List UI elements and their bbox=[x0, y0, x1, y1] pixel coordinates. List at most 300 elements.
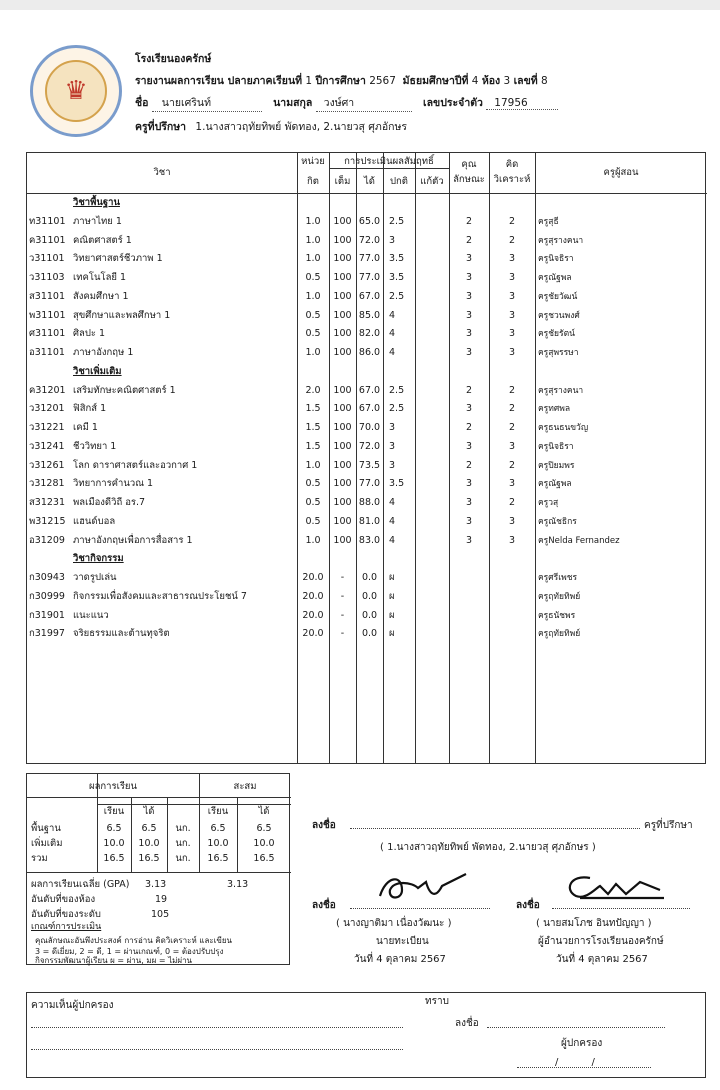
section-heading bbox=[27, 194, 707, 213]
room-label: ห้อง bbox=[481, 75, 501, 87]
top-bar bbox=[0, 0, 720, 10]
table-row bbox=[27, 438, 707, 457]
parent-sign-line[interactable] bbox=[487, 1027, 665, 1028]
cell-full: - bbox=[340, 590, 345, 602]
cell-credit: 20.0 bbox=[302, 590, 324, 602]
name-label: ชื่อ bbox=[135, 97, 149, 109]
cell-full: 100 bbox=[333, 478, 352, 490]
cell-full: 100 bbox=[333, 309, 352, 321]
summary-s1: 16.5 bbox=[103, 853, 125, 864]
table-row bbox=[27, 269, 707, 288]
cell-credit: 1.5 bbox=[305, 422, 321, 433]
cell-trait: 3 bbox=[465, 497, 473, 508]
director-sign-label: ลงชื่อ bbox=[516, 900, 540, 911]
cell-got: 81.0 bbox=[358, 515, 381, 527]
cell-got: 72.0 bbox=[358, 234, 381, 246]
cell-trait: 3 bbox=[465, 515, 473, 527]
grade: 4 bbox=[471, 75, 479, 87]
rank-room-label: อันดับที่ของห้อง bbox=[31, 894, 96, 905]
summary-studied-header: เรียน bbox=[103, 806, 125, 817]
summary-label: รวม bbox=[31, 853, 48, 864]
cell-trait: 3 bbox=[465, 309, 473, 321]
cell-full: 100 bbox=[333, 384, 352, 396]
cell-teacher: ครูปิยมพร bbox=[538, 460, 575, 471]
cell-name: คณิตศาสตร์ 1 bbox=[73, 234, 132, 246]
parent-opinion-label: ความเห็นผู้ปกครอง bbox=[31, 1000, 114, 1011]
rank-level: 105 bbox=[151, 909, 170, 920]
parent-opinion-line-1[interactable] bbox=[31, 1027, 403, 1028]
cell-teacher: ครูนิจธิรา bbox=[538, 254, 574, 265]
cell-teacher: ครูธนธนขวัญ bbox=[538, 423, 589, 433]
cell-trait: 3 bbox=[465, 347, 473, 358]
registrar-date: วันที่ 4 ตุลาคม 2567 bbox=[354, 954, 446, 965]
cell-teacher: ครูฤทัยทิพย์ bbox=[538, 591, 581, 602]
cell-full: 100 bbox=[333, 534, 352, 546]
grades-table bbox=[26, 152, 706, 764]
student-id-label: เลขประจำตัว bbox=[423, 97, 483, 109]
cell-grade: ผ bbox=[389, 628, 395, 640]
cell-think: 3 bbox=[508, 309, 516, 321]
summary-g1: 6.5 bbox=[141, 823, 157, 834]
table-row bbox=[27, 607, 707, 626]
cell-trait: 3 bbox=[465, 328, 473, 340]
cell-teacher: ครูนิจธิรา bbox=[538, 441, 574, 452]
number: 8 bbox=[541, 75, 548, 87]
cell-credit: 1.0 bbox=[305, 347, 321, 358]
cell-grade: 3 bbox=[389, 459, 396, 471]
cell-full: - bbox=[340, 609, 345, 621]
summary-cumulative-title: สะสม bbox=[233, 781, 257, 792]
cell-code: อ31209 bbox=[29, 534, 65, 546]
report-title-line bbox=[135, 72, 548, 89]
cell-teacher: ครูสุพรรษา bbox=[538, 348, 579, 358]
cell-trait: 2 bbox=[465, 422, 473, 433]
cell-trait: 2 bbox=[465, 459, 473, 471]
cell-credit: 20.0 bbox=[302, 628, 324, 640]
cell-credit: 1.0 bbox=[305, 534, 321, 546]
cell-teacher: ครูสุรางคนา bbox=[538, 385, 584, 396]
summary-unit: นก. bbox=[175, 838, 191, 849]
summary-unit: นก. bbox=[175, 853, 191, 864]
cell-name: โลก ดาราศาสตร์และอวกาศ 1 bbox=[73, 459, 198, 471]
cell-code: พ31101 bbox=[29, 309, 66, 321]
registrar-name: ( นางญาติมา เนื่องวัฒนะ ) bbox=[336, 918, 452, 929]
school-emblem-icon: ♛ bbox=[45, 60, 107, 122]
header-credit-1: หน่วย bbox=[301, 156, 325, 167]
cell-full: 100 bbox=[333, 347, 352, 358]
cell-trait: 3 bbox=[465, 290, 473, 302]
cell-code: ค31201 bbox=[29, 384, 66, 396]
table-row bbox=[27, 475, 707, 494]
cell-credit: 1.5 bbox=[305, 440, 321, 452]
cell-got: 77.0 bbox=[358, 253, 381, 265]
cell-teacher: ครูชัยรัตน์ bbox=[538, 329, 575, 340]
cell-trait: 2 bbox=[465, 234, 473, 246]
summary-g1: 10.0 bbox=[138, 838, 160, 849]
cell-think: 2 bbox=[508, 497, 516, 508]
cell-got: 67.0 bbox=[358, 403, 381, 415]
rank-level-label: อันดับที่ของระดับ bbox=[31, 909, 101, 920]
cell-grade: 2.5 bbox=[389, 215, 405, 227]
summary-unit: นก. bbox=[175, 823, 191, 834]
cell-code: ก30943 bbox=[29, 572, 65, 583]
cell-name: ชีววิทยา 1 bbox=[73, 440, 117, 452]
table-row bbox=[27, 344, 707, 363]
student-surname: วงษ์ศา bbox=[316, 94, 412, 112]
cell-grade: 4 bbox=[389, 534, 396, 546]
cell-code: ท31101 bbox=[29, 215, 66, 227]
cell-full: 100 bbox=[333, 515, 352, 527]
room: 3 bbox=[503, 75, 511, 87]
cell-code: อ31101 bbox=[29, 347, 65, 358]
header-full: เต็ม bbox=[334, 176, 351, 187]
table-row bbox=[27, 569, 707, 588]
cell-think: 3 bbox=[508, 272, 516, 283]
cell-credit: 20.0 bbox=[302, 572, 324, 583]
section-heading bbox=[27, 550, 707, 569]
cell-code: ว31261 bbox=[29, 459, 65, 471]
cell-credit: 20.0 bbox=[302, 609, 324, 621]
cell-teacher: ครูศรีเพชร bbox=[538, 573, 578, 583]
director-sign-line bbox=[552, 908, 690, 909]
table-row bbox=[27, 250, 707, 269]
cell-credit: 0.5 bbox=[305, 478, 321, 490]
cell-trait: 3 bbox=[465, 478, 473, 490]
cell-think: 3 bbox=[508, 534, 516, 546]
header-fix: แก้ตัว bbox=[420, 176, 444, 187]
cell-got: 70.0 bbox=[358, 422, 381, 433]
cell-grade: 4 bbox=[389, 497, 396, 508]
cell-credit: 0.5 bbox=[305, 497, 321, 508]
cell-name: จริยธรรมและต้านทุจริต bbox=[73, 628, 170, 640]
header-teacher: ครูผู้สอน bbox=[603, 167, 639, 178]
criteria-line-1: คุณลักษณะอันพึงประสงค์ การอ่าน คิดวิเคราะห์ และเขียน bbox=[35, 936, 233, 945]
registrar-sign-line bbox=[350, 908, 490, 909]
cell-code: ว31241 bbox=[29, 440, 65, 452]
cell-code: ว31103 bbox=[29, 272, 65, 283]
student-id: 17956 bbox=[486, 97, 558, 110]
cell-grade: 3 bbox=[389, 440, 396, 452]
cell-teacher: ครูณัฐพล bbox=[538, 479, 572, 490]
cell-think: 3 bbox=[508, 515, 516, 527]
school-name: โรงเรียนองครักษ์ bbox=[135, 53, 212, 65]
cell-teacher: ครูชัยวัฒน์ bbox=[538, 291, 578, 302]
cell-trait: 3 bbox=[465, 403, 473, 415]
cell-grade: 3.5 bbox=[389, 478, 405, 490]
cell-got: 82.0 bbox=[358, 328, 381, 340]
cell-think: 2 bbox=[508, 384, 516, 396]
cell-full: 100 bbox=[333, 422, 352, 433]
cell-code: ว31201 bbox=[29, 403, 65, 415]
summary-cum-got-header: ได้ bbox=[258, 806, 270, 817]
cell-think: 3 bbox=[508, 478, 516, 490]
cell-full: 100 bbox=[333, 290, 352, 302]
parent-date-slots: / / bbox=[555, 1057, 595, 1068]
year-label: ปีการศึกษา bbox=[315, 75, 366, 87]
section-title: วิชาพื้นฐาน bbox=[73, 197, 120, 208]
cell-grade: 3.5 bbox=[389, 253, 405, 265]
cell-grade: 2.5 bbox=[389, 403, 405, 415]
cell-teacher: ครูวสุ bbox=[538, 498, 559, 508]
summary-s2: 10.0 bbox=[207, 838, 229, 849]
registrar-signature bbox=[372, 868, 472, 908]
table-row bbox=[27, 232, 707, 251]
cell-code: ศ31101 bbox=[29, 328, 66, 340]
cell-teacher: ครูNelda Fernandez bbox=[538, 535, 620, 546]
summary-s2: 6.5 bbox=[210, 823, 226, 834]
cell-got: 73.5 bbox=[358, 459, 381, 471]
cell-think: 3 bbox=[508, 328, 516, 340]
cell-name: สุขศึกษาและพลศึกษา 1 bbox=[73, 309, 171, 321]
cell-name: ศิลปะ 1 bbox=[73, 328, 106, 340]
summary-label: เพิ่มเติม bbox=[31, 838, 63, 849]
cell-full: - bbox=[340, 572, 345, 583]
cell-code: ว31281 bbox=[29, 478, 65, 490]
cell-think: 3 bbox=[508, 347, 516, 358]
section-title: วิชาเพิ่มเติม bbox=[73, 365, 122, 377]
parent-sign-label: ลงชื่อ bbox=[455, 1018, 479, 1029]
cell-full: 100 bbox=[333, 215, 352, 227]
cell-teacher: ครูธนัชพร bbox=[538, 610, 576, 621]
header-think-1: คิด bbox=[505, 159, 519, 170]
student-name: นายเศรินท์ bbox=[152, 94, 262, 112]
header-assessment: การประเมินผลสัมฤทธิ์ bbox=[344, 156, 434, 167]
cell-think: 3 bbox=[508, 253, 516, 265]
table-row bbox=[27, 400, 707, 419]
cell-got: 0.0 bbox=[361, 609, 378, 621]
table-row bbox=[27, 532, 707, 551]
header-trait-2: ลักษณะ bbox=[453, 174, 485, 185]
registrar-sign-label: ลงชื่อ bbox=[312, 900, 336, 911]
cell-name: กิจกรรมเพื่อสังคมและสาธารณประโยชน์ 7 bbox=[73, 590, 247, 602]
criteria-title: เกณฑ์การประเมิน bbox=[31, 922, 102, 932]
parent-role: ผู้ปกครอง bbox=[561, 1038, 603, 1049]
cell-got: 83.0 bbox=[358, 534, 381, 546]
cell-think: 2 bbox=[508, 403, 516, 415]
cell-got: 88.0 bbox=[358, 497, 381, 508]
summary-g1: 16.5 bbox=[138, 853, 160, 864]
cell-code: ค31101 bbox=[29, 234, 66, 246]
cell-think: 3 bbox=[508, 290, 516, 302]
cell-trait: 2 bbox=[465, 384, 473, 396]
parent-opinion-box bbox=[26, 992, 706, 1078]
cell-teacher: ครูชวนพงศ์ bbox=[538, 310, 580, 321]
cell-credit: 1.0 bbox=[305, 290, 321, 302]
cell-name: วาดรูปเล่น bbox=[73, 572, 117, 583]
cell-name: พลเมืองดีวิถี อร.7 bbox=[73, 497, 146, 508]
cell-credit: 1.5 bbox=[305, 403, 321, 415]
cell-full: - bbox=[340, 628, 345, 640]
table-row bbox=[27, 325, 707, 344]
cell-credit: 1.0 bbox=[305, 459, 321, 471]
cell-code: ก31901 bbox=[29, 609, 65, 621]
cell-code: ก31997 bbox=[29, 628, 65, 640]
cell-name: เสริมทักษะคณิตศาสตร์ 1 bbox=[73, 384, 176, 396]
summary-table bbox=[26, 773, 290, 965]
cell-credit: 2.0 bbox=[305, 384, 321, 396]
cell-name: แฮนด์บอล bbox=[73, 515, 116, 527]
cell-teacher: ครูสุรางคนา bbox=[538, 235, 584, 246]
gpa-value: 3.13 bbox=[145, 879, 167, 890]
table-row bbox=[27, 288, 707, 307]
cell-grade: ผ bbox=[389, 590, 395, 602]
cell-think: 2 bbox=[508, 234, 516, 246]
summary-s2: 16.5 bbox=[207, 853, 229, 864]
cell-trait: 3 bbox=[465, 253, 473, 265]
cell-name: เคมี 1 bbox=[73, 422, 98, 433]
summary-g2: 16.5 bbox=[253, 853, 275, 864]
cell-got: 0.0 bbox=[361, 628, 378, 640]
summary-g2: 10.0 bbox=[253, 838, 275, 849]
school-logo bbox=[30, 45, 122, 137]
cell-full: 100 bbox=[333, 497, 352, 508]
cell-credit: 0.5 bbox=[305, 328, 321, 340]
header-think-2: วิเคราะห์ bbox=[493, 174, 531, 185]
cell-credit: 0.5 bbox=[305, 309, 321, 321]
cell-grade: 4 bbox=[389, 347, 396, 358]
cell-grade: 4 bbox=[389, 309, 396, 321]
cell-grade: 2.5 bbox=[389, 290, 405, 302]
advisor-sign-label: ลงชื่อ bbox=[312, 820, 336, 831]
parent-opinion-line-2[interactable] bbox=[31, 1049, 403, 1050]
cell-got: 77.0 bbox=[358, 272, 381, 283]
cell-trait: 3 bbox=[465, 440, 473, 452]
table-row bbox=[27, 307, 707, 326]
cell-credit: 1.0 bbox=[305, 215, 321, 227]
cell-full: 100 bbox=[333, 328, 352, 340]
cell-name: ภาษาอังกฤษ 1 bbox=[73, 347, 134, 358]
header-subject: วิชา bbox=[153, 167, 171, 178]
advisor-signer-names: ( 1.นางสาวฤทัยทิพย์ พัดทอง, 2.นายวสุ ศุภอักษร ) bbox=[380, 842, 596, 853]
cell-think: 3 bbox=[508, 440, 516, 452]
advisor-label: ครูที่ปรึกษา bbox=[135, 121, 187, 133]
advisor-role: ครูที่ปรึกษา bbox=[644, 820, 693, 831]
cell-credit: 0.5 bbox=[305, 272, 321, 283]
section-heading bbox=[27, 363, 707, 382]
cell-full: 100 bbox=[333, 403, 352, 415]
cell-grade: ผ bbox=[389, 572, 395, 583]
cell-got: 67.0 bbox=[358, 384, 381, 396]
header-trait-1: คุณ bbox=[461, 159, 477, 170]
cell-teacher: ครูสุธี bbox=[538, 216, 559, 227]
table-row bbox=[27, 494, 707, 513]
cell-code: ว31221 bbox=[29, 422, 65, 433]
cell-code: ก30999 bbox=[29, 590, 65, 602]
table-row bbox=[27, 213, 707, 232]
cell-teacher: ครูทศพล bbox=[538, 404, 571, 415]
cell-code: ส31231 bbox=[29, 497, 66, 508]
surname-label: นามสกุล bbox=[273, 97, 313, 109]
director-role: ผู้อำนวยการโรงเรียนองครักษ์ bbox=[538, 936, 664, 947]
cell-credit: 0.5 bbox=[305, 515, 321, 527]
cell-grade: 4 bbox=[389, 328, 396, 340]
cell-got: 0.0 bbox=[361, 590, 378, 602]
summary-s1: 10.0 bbox=[103, 838, 125, 849]
cell-name: ภาษาอังกฤษเพื่อการสื่อสาร 1 bbox=[73, 534, 193, 546]
cell-full: 100 bbox=[333, 272, 352, 283]
cell-full: 100 bbox=[333, 234, 352, 246]
cell-name: วิทยาศาสตร์ชีวภาพ 1 bbox=[73, 253, 163, 265]
director-date: วันที่ 4 ตุลาคม 2567 bbox=[556, 954, 648, 965]
summary-cum-studied-header: เรียน bbox=[207, 806, 229, 817]
table-row bbox=[27, 625, 707, 644]
advisor-line bbox=[135, 118, 407, 135]
cell-code: ส31101 bbox=[29, 290, 66, 302]
cell-grade: 2.5 bbox=[389, 384, 405, 396]
cell-got: 65.0 bbox=[358, 215, 381, 227]
cell-trait: 3 bbox=[465, 534, 473, 546]
gpa-label: ผลการเรียนเฉลี่ย (GPA) bbox=[31, 879, 130, 890]
summary-s1: 6.5 bbox=[106, 823, 122, 834]
cell-grade: 3.5 bbox=[389, 272, 405, 283]
cell-name: สังคมศึกษา 1 bbox=[73, 290, 129, 302]
registrar-role: นายทะเบียน bbox=[376, 936, 429, 947]
criteria-line-2: 3 = ดีเยี่ยม, 2 = ดี, 1 = ผ่านเกณฑ์, 0 = ต้องปรับปรุง bbox=[35, 947, 224, 956]
advisor-sign-line bbox=[350, 828, 640, 829]
cell-name: วิทยาการคำนวณ 1 bbox=[73, 478, 154, 490]
year: 2567 bbox=[369, 75, 396, 87]
cell-got: 67.0 bbox=[358, 290, 381, 302]
header-credit-2: กิต bbox=[307, 176, 319, 187]
table-row bbox=[27, 457, 707, 476]
report-title: รายงานผลการเรียน ปลายภาคเรียนที่ bbox=[135, 75, 303, 87]
cell-teacher: ครูฤทัยทิพย์ bbox=[538, 629, 581, 640]
cell-credit: 1.0 bbox=[305, 234, 321, 246]
cell-name: ภาษาไทย 1 bbox=[73, 215, 122, 227]
cell-grade: 4 bbox=[389, 515, 396, 527]
advisor-names: 1.นางสาวฤทัยทิพย์ พัดทอง, 2.นายวสุ ศุภอักษร bbox=[195, 121, 408, 133]
cell-name: แนะแนว bbox=[73, 609, 109, 621]
cell-got: 86.0 bbox=[358, 347, 381, 358]
cell-got: 85.0 bbox=[358, 309, 381, 321]
cell-think: 2 bbox=[508, 215, 516, 227]
director-name: ( นายสมโภช อินทปัญญา ) bbox=[536, 918, 652, 929]
gpa-cumulative: 3.13 bbox=[227, 879, 249, 890]
cell-name: เทคโนโลยี 1 bbox=[73, 272, 127, 283]
table-row bbox=[27, 382, 707, 401]
criteria-line-3: กิจกรรมพัฒนาผู้เรียน ผ = ผ่าน, มผ = ไม่ผ่าน bbox=[35, 956, 193, 965]
cell-got: 72.0 bbox=[358, 440, 381, 452]
cell-code: ว31101 bbox=[29, 253, 65, 265]
table-row bbox=[27, 419, 707, 438]
cell-full: 100 bbox=[333, 440, 352, 452]
cell-trait: 3 bbox=[465, 272, 473, 283]
summary-got-header: ได้ bbox=[143, 806, 155, 817]
table-row bbox=[27, 513, 707, 532]
cell-got: 77.0 bbox=[358, 478, 381, 490]
cell-grade: ผ bbox=[389, 609, 395, 621]
cell-teacher: ครูณัชธิกร bbox=[538, 516, 577, 527]
grade-label: มัธยมศึกษาปีที่ bbox=[402, 75, 469, 87]
cell-think: 2 bbox=[508, 422, 516, 433]
director-signature bbox=[560, 868, 672, 908]
summary-result-title: ผลการเรียน bbox=[89, 781, 137, 792]
cell-name: ฟิสิกส์ 1 bbox=[73, 403, 107, 415]
cell-full: 100 bbox=[333, 459, 352, 471]
number-label: เลขที่ bbox=[513, 75, 538, 87]
cell-think: 2 bbox=[508, 459, 516, 471]
summary-g2: 6.5 bbox=[256, 823, 272, 834]
header-got: ได้ bbox=[364, 176, 375, 187]
cell-full: 100 bbox=[333, 253, 352, 265]
cell-grade: 3 bbox=[389, 234, 396, 246]
cell-teacher: ครูณัฐพล bbox=[538, 273, 572, 283]
table-row bbox=[27, 588, 707, 607]
section-title: วิชากิจกรรม bbox=[73, 553, 124, 565]
header-grade: ปกติ bbox=[390, 176, 408, 187]
parent-ack-label: ทราบ bbox=[425, 996, 449, 1007]
name-line bbox=[135, 94, 558, 112]
